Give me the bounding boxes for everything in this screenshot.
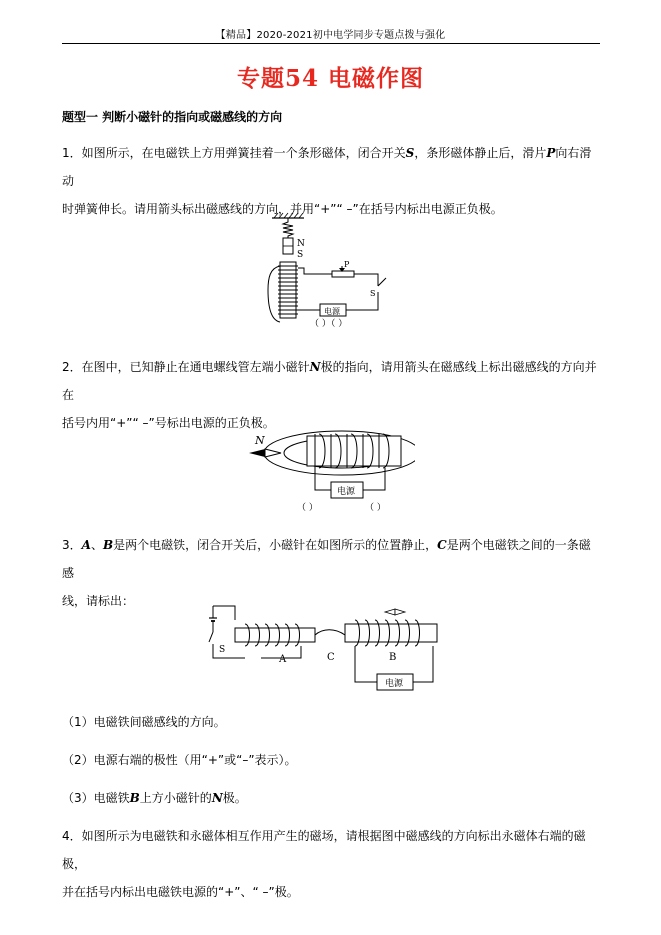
section-heading: 题型一 判断小磁针的指向或磁感线的方向 — [62, 110, 283, 124]
page-header: 【精品】2020-2021初中电学同步专题点拨与强化 — [215, 30, 446, 41]
figure-2 — [245, 420, 415, 519]
question-2-line-1: 2．在图中，已知静止在通电螺线管左端小磁针N极的指向，请用箭头在磁感线上标出磁感线的方向并在 — [62, 360, 597, 402]
question-3-item-2: （2）电源右端的极性（用“+”或“–”表示）。 — [62, 753, 297, 767]
figure-1-switch-label: S — [370, 289, 376, 298]
question-3-line-1: 3．A、B是两个电磁铁，闭合开关后，小磁针在如图所示的位置静止，C是两个电磁铁之间的一条磁感 — [62, 538, 591, 580]
figure-2-bracket-left: （ ） — [297, 503, 318, 513]
question-4-line-2: 并在括号内标出电磁铁电源的“+”、“ –”极。 — [62, 885, 299, 899]
page-title: 专题54 电磁作图 — [236, 65, 424, 92]
figure-3-a-label: A — [279, 654, 287, 665]
question-3-item-3: （3）电磁铁B上方小磁针的N极。 — [62, 791, 247, 805]
question-4-line-1: 4．如图所示为电磁铁和永磁体相互作用产生的磁场，请根据图中磁感线的方向标出永磁体右端的磁极， — [62, 829, 586, 871]
figure-2-bracket-right: （ ） — [365, 503, 386, 513]
header-divider — [62, 43, 600, 44]
figure-1-p-label: P — [344, 260, 350, 269]
figure-1-brackets: （ ）（ ） — [310, 319, 348, 329]
figure-3-b-label: B — [389, 652, 397, 663]
figure-1-s-label: S — [297, 250, 304, 260]
figure-1-n-label: N — [297, 239, 305, 249]
figure-2-power-label: 电源 — [337, 487, 356, 497]
question-2-line-2: 括号内用“+”“ –”号标出电源的正负极。 — [62, 416, 275, 430]
question-1-line-2: 时弹簧伸长。请用箭头标出磁感线的方向，并用“+”“ –”在括号内标出电源正负极。 — [62, 202, 503, 216]
figure-3 — [205, 600, 445, 699]
figure-1-power-label: 电源 — [324, 307, 340, 316]
figure-3-c-label: C — [327, 652, 335, 663]
figure-1 — [262, 208, 392, 337]
question-1-line-1: 1．如图所示，在电磁铁上方用弹簧挂着一个条形磁体，闭合开关S，条形磁体静止后，滑片P向右滑动 — [62, 146, 592, 188]
figure-3-switch-label: S — [219, 645, 226, 655]
figure-3-power-label: 电源 — [385, 679, 404, 689]
question-4 — [62, 822, 602, 906]
question-3-line-2: 线，请标出： — [62, 594, 135, 608]
question-3-item-1: （1）电磁铁间磁感线的方向。 — [62, 715, 226, 729]
figure-2-n-label: N — [255, 434, 265, 447]
